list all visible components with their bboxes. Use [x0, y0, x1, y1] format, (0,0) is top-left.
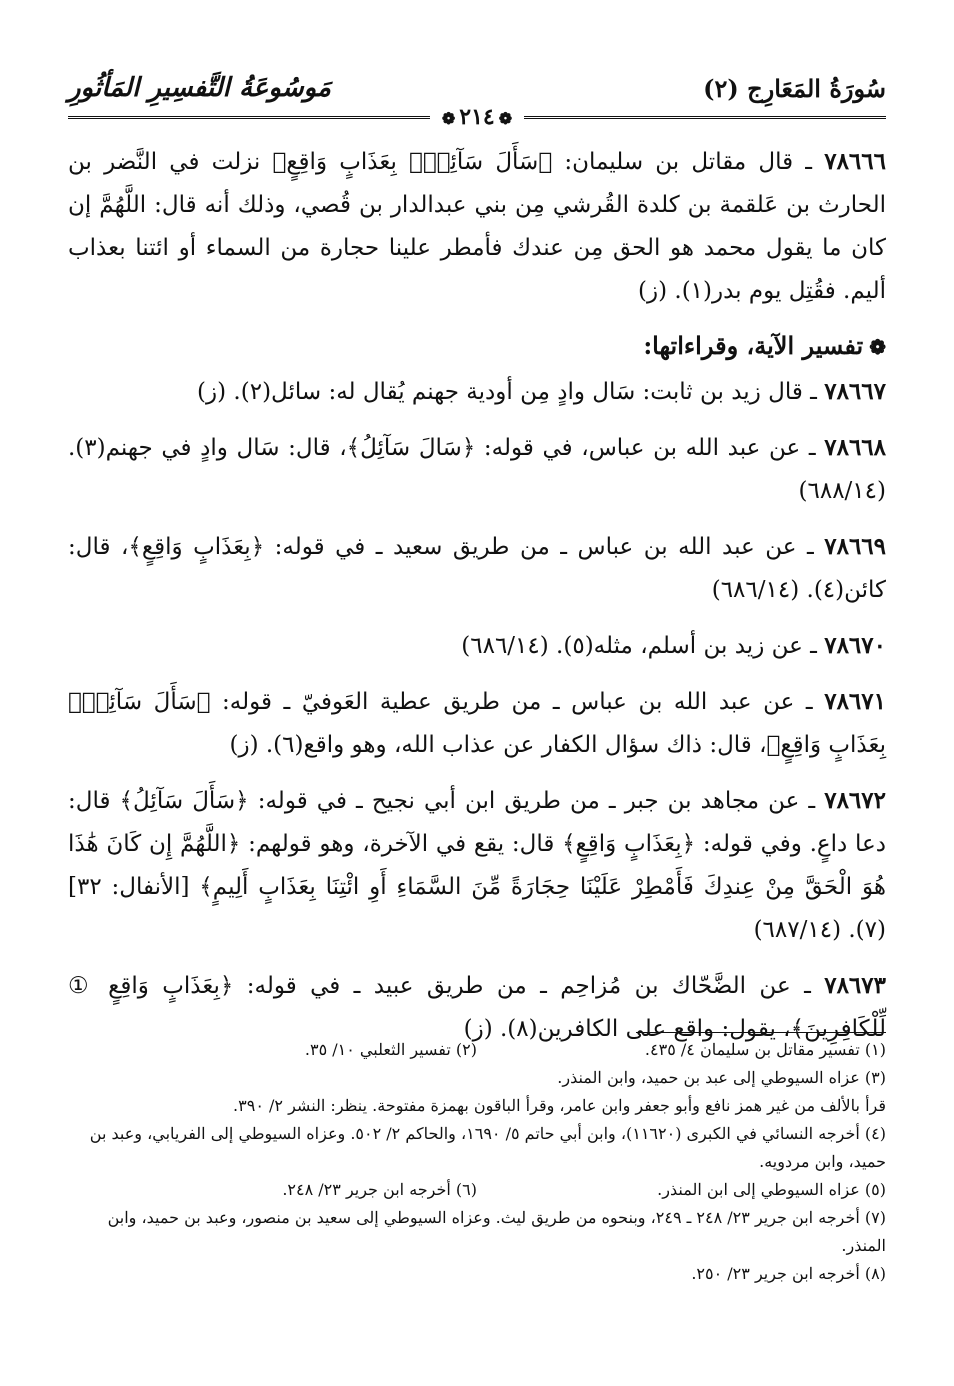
section-title: تفسير الآية، وقراءاتها: — [643, 331, 864, 360]
entry-78670 — [68, 624, 886, 668]
entry-78672 — [68, 779, 886, 952]
footnote-3-continued: قرأ بالألف من غير همز نافع وأبو جعفر وابن عامر، وقرأ الباقون بهمزة مفتوحة. ينظر: النشر ٢/ ٣٩٠. — [233, 1096, 886, 1115]
footnote-6: (٦) أخرجه ابن جرير ٢٣/ ٢٤٨. — [282, 1180, 477, 1199]
rule-right — [524, 116, 886, 119]
section-heading — [68, 331, 886, 360]
footnote-1: (١) تفسير مقاتل بن سليمان ٤/ ٤٣٥. — [644, 1040, 886, 1059]
footnote-4: (٤) أخرجه النسائي في الكبرى (١١٦٢٠)، وابن أبي حاتم ٥/ ١٦٩٠، والحاكم ٢/ ٥٠٢. وعزاه السيوطي إلى الفريابي، وعبد بن حميد، وابن مردويه. — [89, 1124, 886, 1171]
entry-number: ٧٨٦٦٧ — [824, 378, 886, 405]
surah-title: سُورَةُ المَعَارِج (٢) — [703, 73, 886, 103]
rule-left — [68, 116, 430, 119]
header-rule — [68, 106, 886, 128]
entry-78666 — [68, 140, 886, 313]
footnotes — [68, 1036, 886, 1288]
entry-text: ـ قال مقاتل بن سليمان: ﴿سَأَلَ سَآئِلُۢ بِعَذَابٍ وَاقِعٍ﴾ نزلت في النَّضر بن الحارث بن عَلقمة بن كلدة القُرشي مِن بني عبدالدار بن قُصي، وذلك أنه قال: اللَّهُمَّ إن كان ما يقول محمد هو الحق مِن عندك فأمطر علينا حجارة من السماء أو ائتنا بعذاب أليم. فقُتِل يوم بدر(١). (ز) — [68, 149, 886, 304]
entry-text: ـ عن عبد الله بن عباس، في قوله: ﴿سَالَ سَآئِلُ﴾، قال: سَال وادٍ في جهنم(٣). (٦٨٨/١٤) — [68, 435, 886, 504]
ornament-icon: ❁ — [498, 109, 513, 128]
footnote-2: (٢) تفسير الثعلبي ١٠/ ٣٥. — [304, 1040, 477, 1059]
entry-number: ٧٨٦٧٣ — [824, 972, 886, 999]
footnote-row — [68, 1036, 886, 1064]
entry-text: ـ عن عبد الله بن عباس ـ من طريق عطية العَوفيّ ـ قوله: ﴿سَأَلَ سَآئِلُۢ بِعَذَابٍ وَاقِعٍ﴾، قال: ذاك سؤال الكفار عن عذاب الله، وهو واقع(٦). (ز) — [68, 689, 886, 758]
entry-number: ٧٨٦٧٢ — [824, 787, 886, 814]
footnote-3: (٣) عزاه السيوطي إلى عبد بن حميد، وابن المنذر. — [557, 1068, 886, 1087]
entry-text: ـ قال زيد بن ثابت: سَال وادٍ مِن أودية جهنم يُقال له: سائل(٢). (ز) — [197, 379, 817, 405]
entry-78668 — [68, 426, 886, 513]
page-header — [68, 70, 886, 106]
footnote-7: (٧) أخرجه ابن جرير ٢٣/ ٢٤٨ ـ ٢٤٩، وبنحوه من طريق ليث. وعزاه السيوطي إلى سعيد بن منصور، وعبد بن حميد، وابن المنذر. — [107, 1208, 886, 1255]
flower-icon: ❁ — [869, 335, 886, 359]
entry-text: ـ عن الضَّحّاك بن مُزاحِم ـ من طريق عبيد ـ في قوله: ﴿بِعَذَابٍ وَاقِعٍ ① لِّلْكَافِرِينَ﴾، يقول: واقع على الكافرين(٨). (ز) — [68, 973, 886, 1042]
entry-number: ٧٨٦٧١ — [824, 688, 886, 715]
footnote-separator — [636, 1032, 886, 1033]
entry-text: ـ عن زيد بن أسلم، مثله(٥). (٦٨٦/١٤) — [461, 633, 817, 659]
footnote-8: (٨) أخرجه ابن جرير ٢٣/ ٢٥٠. — [691, 1264, 886, 1283]
page-number-text: ٢١٤ — [459, 104, 495, 130]
book-title: مَوسُوعَةُ التَّفسِيرِ المَأثُورِ — [68, 73, 331, 103]
entry-number: ٧٨٦٦٦ — [824, 148, 886, 175]
entry-78669 — [68, 525, 886, 612]
ornament-icon: ❁ — [441, 109, 456, 128]
entry-78671 — [68, 680, 886, 767]
entry-number: ٧٨٦٧٠ — [824, 632, 886, 659]
main-text — [68, 140, 886, 1051]
footnote-5: (٥) عزاه السيوطي إلى ابن المنذر. — [657, 1180, 886, 1199]
entry-number: ٧٨٦٦٨ — [824, 434, 887, 461]
entry-number: ٧٨٦٦٩ — [824, 533, 887, 560]
entry-text: ـ عن مجاهد بن جبر ـ من طريق ابن أبي نجيح ـ في قوله: ﴿سَأَلَ سَآئِلُ﴾ قال: دعا داعٍ. وفي قوله: ﴿بِعَذَابٍ وَاقِعٍ﴾ قال: يقع في الآخرة، وهو قولهم: ﴿اللَّهُمَّ إِن كَانَ هَٰذَا هُوَ الْحَقَّ مِنْ عِندِكَ فَأَمْطِرْ عَلَيْنَا حِجَارَةً مِّنَ السَّمَاءِ أَوِ ائْتِنَا بِعَذَابٍ أَلِيمٍ﴾ [الأنفال: ٣٢](٧). (٦٨٧/١٤) — [68, 788, 886, 943]
page-number — [430, 104, 524, 130]
entry-text: ـ عن عبد الله بن عباس ـ من طريق سعيد ـ في قوله: ﴿بِعَذَابٍ وَاقِعٍ﴾، قال: كائن(٤). (٦٨٦/١٤) — [68, 534, 886, 603]
footnote-row — [68, 1176, 886, 1204]
entry-78667 — [68, 370, 886, 414]
